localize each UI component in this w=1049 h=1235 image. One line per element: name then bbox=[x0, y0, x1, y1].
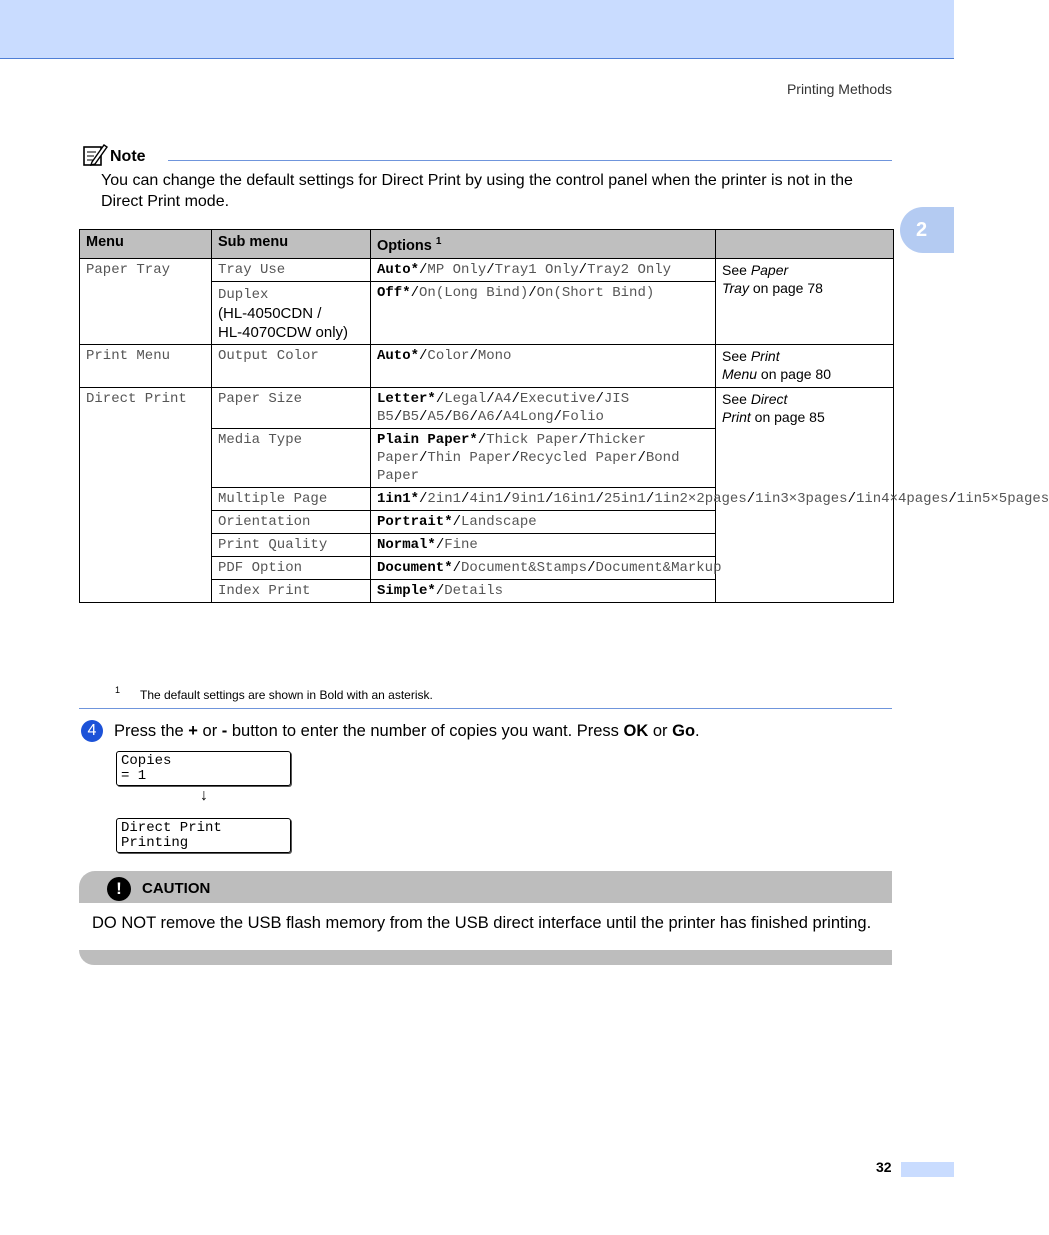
lcd-line: Copies bbox=[121, 753, 172, 769]
option-value: On(Short Bind) bbox=[536, 284, 655, 301]
option-value: Fine bbox=[444, 536, 478, 553]
reference-title: Direct bbox=[750, 390, 788, 407]
header-menu: Menu bbox=[80, 230, 212, 259]
page-number: 32 bbox=[876, 1159, 892, 1175]
opt-index-print bbox=[371, 579, 716, 602]
caution-bottom-bar bbox=[79, 950, 892, 965]
option-value: 1in2×2pages bbox=[654, 490, 747, 507]
option-separator: / bbox=[452, 559, 462, 576]
option-separator: / bbox=[511, 449, 520, 466]
option-value: Tray2 Only bbox=[587, 261, 672, 278]
option-value: Thicker Paper bbox=[377, 431, 646, 466]
lcd-line: = 1 bbox=[121, 768, 147, 784]
option-separator: / bbox=[948, 490, 957, 507]
option-separator: / bbox=[553, 408, 562, 425]
option-separator: / bbox=[410, 284, 420, 301]
option-separator: / bbox=[578, 431, 588, 448]
option-separator: / bbox=[503, 490, 512, 507]
sub-duplex bbox=[212, 281, 371, 344]
sub-print-quality: Print Quality bbox=[212, 533, 371, 556]
reference-text: on page 80 bbox=[757, 365, 831, 382]
opt-tray-use bbox=[371, 258, 716, 281]
sub-orientation: Orientation bbox=[212, 510, 371, 533]
default-option: Letter* bbox=[377, 390, 436, 407]
option-value: B5 bbox=[402, 408, 420, 425]
option-value: 16in1 bbox=[553, 490, 596, 507]
reference-title: Paper bbox=[750, 261, 789, 278]
option-value: 9in1 bbox=[511, 490, 546, 507]
sub-duplex-note-2: HL-4070CDW only) bbox=[218, 323, 349, 341]
sub-pdf-option: PDF Option bbox=[212, 556, 371, 579]
default-option: Auto* bbox=[377, 261, 420, 278]
option-separator: / bbox=[477, 431, 487, 448]
option-separator: / bbox=[637, 449, 646, 466]
option-value: Details bbox=[444, 582, 504, 599]
caution-text: DO NOT remove the USB flash memory from the USB direct interface until the printer has finished printing. bbox=[92, 914, 872, 932]
option-separator: / bbox=[595, 490, 604, 507]
menu-print-menu: Print Menu bbox=[80, 344, 212, 387]
header-options-label: Options bbox=[377, 237, 432, 254]
option-separator: / bbox=[419, 490, 428, 507]
option-separator: / bbox=[486, 261, 495, 278]
see-print-menu bbox=[716, 344, 894, 387]
default-option: Portrait* bbox=[377, 513, 453, 530]
lcd-line: Direct Print bbox=[121, 820, 222, 836]
step-number: 4 bbox=[81, 720, 103, 742]
opt-media-type bbox=[371, 428, 716, 487]
step-text-5: . bbox=[695, 722, 700, 740]
reference-title: Print bbox=[750, 347, 780, 364]
reference-title: Print bbox=[722, 408, 751, 425]
settings-table bbox=[79, 229, 1049, 603]
default-option: Normal* bbox=[377, 536, 436, 553]
sub-media-type: Media Type bbox=[212, 428, 371, 487]
default-option: Auto* bbox=[377, 347, 420, 364]
option-value: A4Long bbox=[503, 408, 554, 425]
option-value: 1in5×5pages bbox=[956, 490, 1049, 507]
option-value: Thin Paper bbox=[427, 449, 512, 466]
table-row bbox=[80, 387, 894, 428]
header-submenu: Sub menu bbox=[212, 230, 371, 259]
exclamation-icon: ! bbox=[107, 877, 131, 901]
footnote-number: 1 bbox=[115, 685, 121, 695]
footnote-ref: 1 bbox=[435, 236, 442, 247]
option-separator: / bbox=[452, 513, 462, 530]
option-value: Document&Stamps bbox=[461, 559, 588, 576]
option-value: 1in4×4pages bbox=[855, 490, 949, 507]
option-separator: / bbox=[435, 536, 445, 553]
section-title: Printing Methods bbox=[786, 81, 892, 97]
header-reference bbox=[716, 230, 894, 259]
option-value: 1in3×3pages bbox=[755, 490, 848, 507]
menu-paper-tray: Paper Tray bbox=[80, 258, 212, 344]
top-band bbox=[0, 0, 954, 59]
option-value: 4in1 bbox=[469, 490, 504, 507]
caution-title: CAUTION bbox=[142, 880, 211, 897]
option-separator: / bbox=[578, 261, 588, 278]
option-separator: / bbox=[587, 559, 596, 576]
option-separator: / bbox=[746, 490, 756, 507]
table-row bbox=[80, 258, 894, 281]
option-value: A4 bbox=[494, 390, 512, 407]
opt-orientation bbox=[371, 510, 716, 533]
header-options bbox=[371, 230, 716, 259]
ok-key: OK bbox=[623, 722, 649, 740]
option-value: Tray1 Only bbox=[494, 261, 579, 278]
option-value: JIS B5 bbox=[377, 390, 630, 425]
opt-print-quality bbox=[371, 533, 716, 556]
lcd-screen-copies bbox=[116, 751, 291, 786]
reference-text: See bbox=[722, 347, 751, 364]
sub-output-color: Output Color bbox=[212, 344, 371, 387]
option-separator: / bbox=[545, 490, 554, 507]
default-option: Simple* bbox=[377, 582, 436, 599]
option-separator: / bbox=[595, 390, 604, 407]
default-option: Off* bbox=[377, 284, 411, 301]
reference-title: Tray bbox=[722, 279, 749, 296]
option-value: A5 bbox=[427, 408, 445, 425]
reference-text: See bbox=[722, 390, 751, 407]
sub-duplex-note-1: (HL-4050CDN / bbox=[218, 304, 322, 322]
note-title: Note bbox=[110, 148, 146, 165]
option-separator: / bbox=[469, 347, 478, 364]
reference-text: on page 78 bbox=[748, 279, 823, 296]
option-separator: / bbox=[419, 261, 428, 278]
option-value: A6 bbox=[477, 408, 495, 425]
opt-multiple-page bbox=[371, 487, 1049, 510]
option-separator: / bbox=[419, 449, 428, 466]
see-paper-tray bbox=[716, 258, 894, 344]
option-separator: / bbox=[444, 408, 453, 425]
lcd-line: Printing bbox=[121, 835, 189, 851]
option-value: Folio bbox=[561, 408, 604, 425]
option-separator: / bbox=[419, 408, 428, 425]
sub-paper-size: Paper Size bbox=[212, 387, 371, 428]
opt-duplex bbox=[371, 281, 716, 344]
option-separator: / bbox=[435, 390, 445, 407]
step-text-2: or bbox=[197, 722, 222, 740]
option-value: Landscape bbox=[461, 513, 537, 530]
option-value: Legal bbox=[444, 390, 487, 407]
default-option: Document* bbox=[377, 559, 453, 576]
note-pencil-icon bbox=[82, 142, 108, 168]
step-text bbox=[114, 722, 700, 741]
lcd-screen-printing bbox=[116, 818, 291, 853]
opt-output-color bbox=[371, 344, 716, 387]
default-option: 1in1* bbox=[377, 490, 420, 507]
reference-text: See bbox=[722, 261, 751, 278]
footnote-text: The default settings are shown in Bold with an asterisk. bbox=[140, 688, 433, 702]
sub-duplex-label: Duplex bbox=[218, 286, 269, 303]
note-text: You can change the default settings for Direct Print by using the control panel when the printer is not in the Direct Print mode. bbox=[101, 172, 853, 210]
default-option: Plain Paper* bbox=[377, 431, 478, 448]
option-value: Color bbox=[427, 347, 470, 364]
option-separator: / bbox=[528, 284, 537, 301]
option-value: Recycled Paper bbox=[519, 449, 638, 466]
option-separator: / bbox=[469, 408, 478, 425]
option-value: 25in1 bbox=[603, 490, 646, 507]
option-value: Thick Paper bbox=[486, 431, 579, 448]
page-number-bar bbox=[901, 1162, 954, 1177]
menu-direct-print: Direct Print bbox=[80, 387, 212, 602]
reference-text: on page 85 bbox=[750, 408, 825, 425]
option-value: Executive bbox=[519, 390, 596, 407]
opt-pdf-option bbox=[371, 556, 722, 579]
option-value: 2in1 bbox=[427, 490, 462, 507]
option-separator: / bbox=[494, 408, 504, 425]
note-rule bbox=[168, 160, 892, 161]
step-text-3: button to enter the number of copies you want. Press bbox=[227, 722, 624, 740]
chapter-tab: 2 bbox=[900, 207, 954, 253]
option-separator: / bbox=[419, 347, 428, 364]
option-value: Bond Paper bbox=[377, 449, 680, 484]
option-value: Mono bbox=[477, 347, 512, 364]
plus-key: + bbox=[188, 722, 198, 740]
step-text-1: Press the bbox=[114, 722, 189, 740]
sub-index-print: Index Print bbox=[212, 579, 371, 602]
option-value: B6 bbox=[452, 408, 470, 425]
option-value: MP Only bbox=[427, 261, 487, 278]
step-rule bbox=[79, 708, 892, 709]
option-separator: / bbox=[435, 582, 445, 599]
sub-multiple-page: Multiple Page bbox=[212, 487, 371, 510]
minus-key: - bbox=[221, 722, 228, 740]
go-key: Go bbox=[672, 722, 696, 740]
step-text-4: or bbox=[648, 722, 673, 740]
option-separator: / bbox=[645, 490, 655, 507]
option-separator: / bbox=[461, 490, 470, 507]
option-separator: / bbox=[393, 408, 403, 425]
option-value: Document&Markup bbox=[595, 559, 722, 576]
option-value: On(Long Bind) bbox=[419, 284, 529, 301]
table-header-row bbox=[80, 230, 894, 259]
opt-paper-size bbox=[371, 387, 716, 428]
option-separator: / bbox=[486, 390, 495, 407]
reference-title: Menu bbox=[722, 365, 758, 382]
sub-tray-use: Tray Use bbox=[212, 258, 371, 281]
option-separator: / bbox=[511, 390, 520, 407]
option-separator: / bbox=[847, 490, 856, 507]
down-arrow-icon: ↓ bbox=[200, 787, 208, 804]
table-row bbox=[80, 344, 894, 387]
